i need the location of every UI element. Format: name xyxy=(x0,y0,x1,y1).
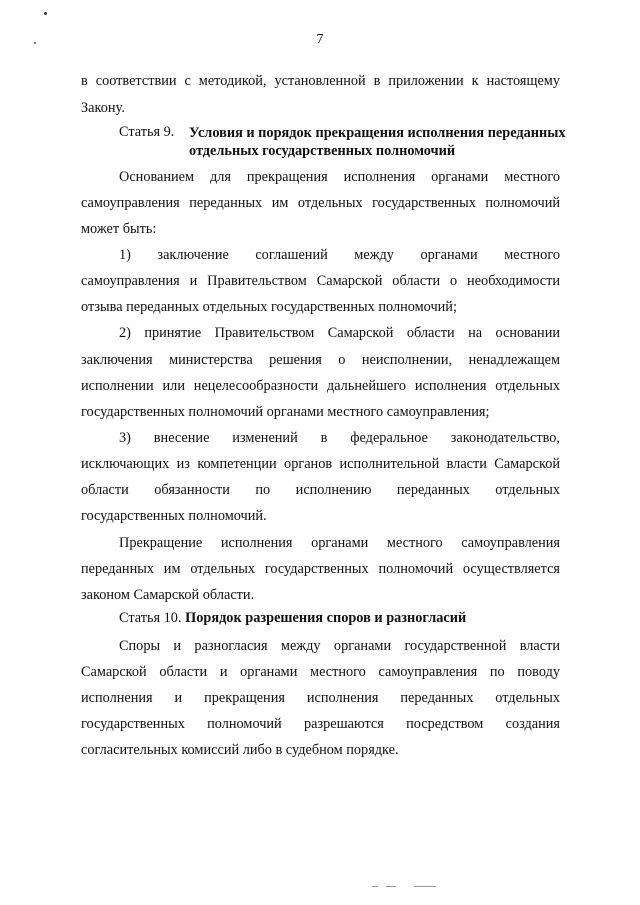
scan-mark xyxy=(372,886,378,887)
article-9-title xyxy=(189,124,566,160)
article-10-title: Порядок разрешения споров и разногласий xyxy=(185,610,467,626)
page-number: 7 xyxy=(316,32,324,47)
article-10-label: Статья 10. xyxy=(119,610,182,626)
text-line: заключения министерства решения о неисполнении, ненадлежащем xyxy=(81,352,560,368)
text-line: исполнения и прекращения исполнения переданных отдельных xyxy=(81,690,560,706)
scan-mark xyxy=(414,886,436,887)
title-line: Условия и порядок прекращения исполнения переданных xyxy=(189,125,566,141)
text-line: 3) внесение изменений в федеральное законодательство, xyxy=(119,430,560,446)
title-line: отдельных государственных полномочий xyxy=(189,143,456,159)
text-line: самоуправления и Правительством Самарской области о необходимости xyxy=(81,273,560,289)
text-line: переданных им отдельных государственных полномочий осуществляется xyxy=(81,561,560,577)
text-line: 1) заключение соглашений между органами местного xyxy=(119,247,560,263)
text-line: Споры и разногласия между органами государственной власти xyxy=(119,638,560,654)
text-line: может быть: xyxy=(81,221,157,237)
text-line: государственных полномочий органами местного самоуправления; xyxy=(81,404,490,420)
text-line: отзыва переданных отдельных государственных полномочий; xyxy=(81,299,457,315)
text-line: 2) принятие Правительством Самарской области на основании xyxy=(119,325,560,341)
text-line: Закону. xyxy=(81,100,125,116)
text-line: государственных полномочий разрешаются посредством создания xyxy=(81,716,560,732)
text-line: исключающих из компетенции органов исполнительной власти Самарской xyxy=(81,456,560,472)
text-line: самоуправления переданных им отдельных государственных полномочий xyxy=(81,195,560,211)
text-line: законом Самарской области. xyxy=(81,587,255,603)
text-line: согласительных комиссий либо в судебном порядке. xyxy=(81,742,399,758)
scan-mark xyxy=(386,886,396,887)
text-line: области обязанности по исполнению переданных отдельных xyxy=(81,482,560,498)
text-line: в соответствии с методикой, установленной в приложении к настоящему xyxy=(81,73,560,89)
text-line: Прекращение исполнения органами местного самоуправления xyxy=(119,535,560,551)
text-line: Самарской области и органами местного самоуправления по поводу xyxy=(81,664,560,680)
text-line: государственных полномочий. xyxy=(81,508,267,524)
scan-speck xyxy=(44,12,47,15)
text-line: Основанием для прекращения исполнения органами местного xyxy=(119,169,560,185)
article-9-label: Статья 9. xyxy=(119,124,175,140)
text-line: исполнении или нецелесообразности дальнейшего исполнения отдельных xyxy=(81,378,560,394)
article-10-heading xyxy=(119,610,466,627)
